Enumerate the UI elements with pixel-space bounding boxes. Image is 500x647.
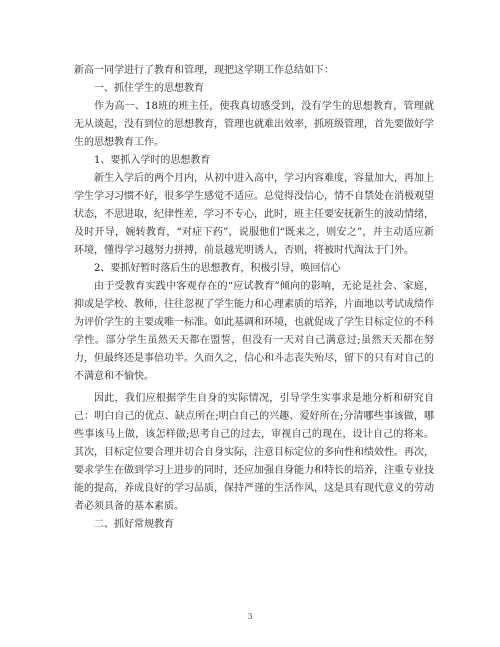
paragraph: 因此，我们应根据学生自身的实际情况，引导学生实事求是地分析和研究自己：明白自己的优点、缺点所在;明白自己的兴趣、爱好所在;分清哪些事该做，哪些事该马上做，该怎样做;思考自己的过去，审视自己的现在，设计自己的将来。其次，目标定位要合理并切合自身实际，注意目标定位的多向性和绩效性。再次，要求学生在做到学习上进步的同时，还应加强自身能力和特长的培养，注重专业技能的提高，养成良好的学习品质，保持严谨的生活作风，这是具有现代意义的劳动者必须具备的基本素质。 <box>74 393 434 512</box>
section-heading-2: 二、抓好常规教育 <box>94 519 174 530</box>
page-number: 3 <box>247 612 253 621</box>
section-heading-1: 一、抓住学生的思想教育 <box>94 83 204 94</box>
paragraph: 新生入学后的两个月内，从初中进入高中，学习内容难度，容量加大，再加上学生学习习惯不好，很多学生感觉不适应。总觉得没信心，情不自禁处在消极观望状态，不思进取，纪律性差，学习不专心，此时，班主任要安抚新生的波动情绪，及时开导，婉转教育，“对症下药”，说服他们“既来之，则安之”，并主动适应新环境，懂得学习越努力拼搏，前景越光明诱人，否则，将被时代淘汰于门外。 <box>74 173 434 256</box>
body-text <box>74 62 434 534</box>
paragraph: 由于受教育实践中客观存在的“应试教育”倾向的影响，无论是社会、家庭，抑或是学校、教师，往往忽视了学生能力和心理素质的培养，片面地以考试成绩作为评价学生的主要或唯一标准。如此基调和环境，也就促成了学生目标定位的不科学性。部分学生虽然天天都在盟誓，但没有一天对自己满意过;虽然天天都在努力，但最终还是事倍功半。久而久之，信心和斗志丧失殆尽，留下的只有对自己的不满意和不愉快。 <box>74 281 434 382</box>
subheading-1: 1、要抓入学时的思想教育 <box>94 155 211 166</box>
subheading-2: 2、要抓好暂时落后生的思想教育，积极引导，唤回信心 <box>94 263 341 274</box>
intro-paragraph: 新高一同学进行了教育和管理，现把这学期工作总结如下： <box>74 65 334 76</box>
paragraph: 作为高一、18班的班主任，使我真切感受到，没有学生的思想教育，管理就无从谈起，没有到位的思想教育，管理也就难出效率，抓班级管理，首先要做好学生的思想教育工作。 <box>74 101 434 148</box>
